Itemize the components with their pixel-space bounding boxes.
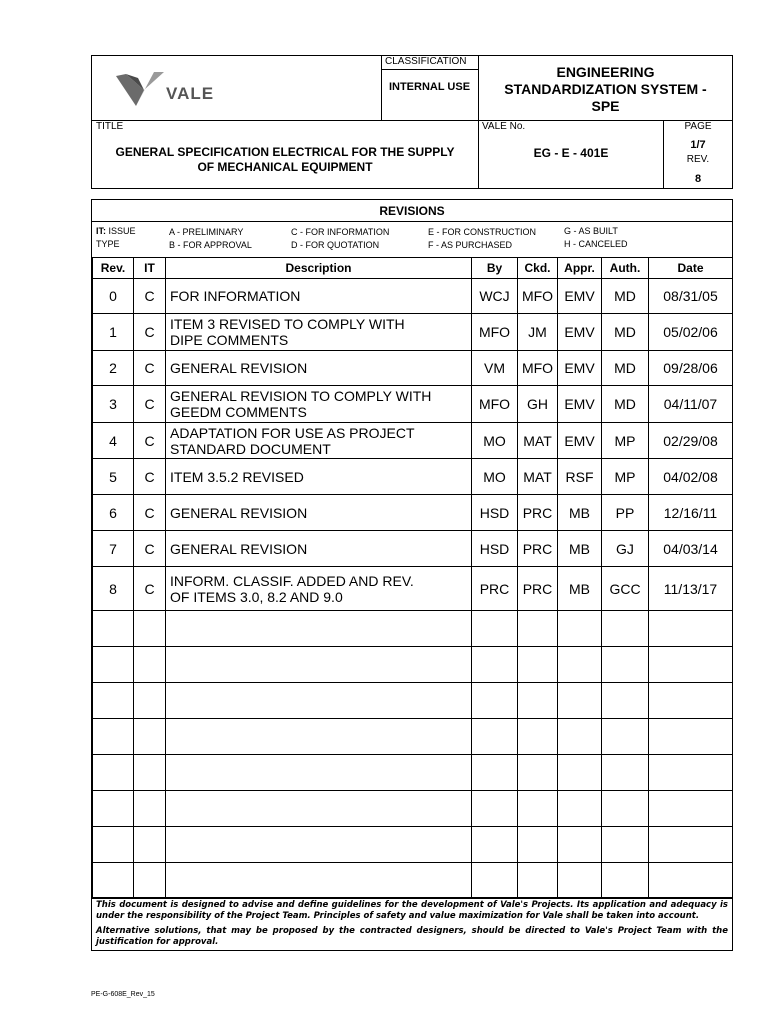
rev-value: 8 xyxy=(694,173,702,185)
cell-it: C xyxy=(134,351,166,386)
table-row-empty xyxy=(93,791,733,827)
cell-by: HSD xyxy=(472,495,518,531)
col-header-ckd: Ckd. xyxy=(518,258,558,279)
legend-d: D - FOR QUOTATION xyxy=(291,240,380,250)
cell-empty xyxy=(649,863,733,899)
cell-empty xyxy=(134,827,166,863)
cell-it: C xyxy=(134,279,166,314)
cell-rev: 1 xyxy=(93,314,134,351)
cell-empty xyxy=(649,791,733,827)
cell-empty xyxy=(472,791,518,827)
cell-by: WCJ xyxy=(472,279,518,314)
cell-rev: 4 xyxy=(93,423,134,459)
cell-by: VM xyxy=(472,351,518,386)
cell-empty xyxy=(518,755,558,791)
cell-empty xyxy=(134,755,166,791)
cell-empty xyxy=(558,827,602,863)
cell-description xyxy=(166,495,472,531)
cell-empty xyxy=(166,611,472,647)
cell-it: C xyxy=(134,531,166,567)
cell-appr: EMV xyxy=(558,279,602,314)
cell-empty xyxy=(166,791,472,827)
cell-appr: EMV xyxy=(558,314,602,351)
cell-description-line1: FOR INFORMATION xyxy=(170,288,301,304)
cell-rev: 3 xyxy=(93,386,134,423)
cell-empty xyxy=(166,755,472,791)
cell-appr: EMV xyxy=(558,386,602,423)
cell-date: 04/11/07 xyxy=(649,386,733,423)
legend-b: B - FOR APPROVAL xyxy=(169,240,252,250)
cell-empty xyxy=(93,611,134,647)
cell-description xyxy=(166,386,472,423)
cell-appr: MB xyxy=(558,495,602,531)
cell-empty xyxy=(558,791,602,827)
cell-empty xyxy=(602,863,649,899)
cell-ckd: GH xyxy=(518,386,558,423)
vale-no-label: VALE No. xyxy=(482,121,526,132)
cell-empty xyxy=(134,863,166,899)
cell-empty xyxy=(649,683,733,719)
cell-auth: MP xyxy=(602,423,649,459)
legend-issue-label: ISSUE xyxy=(108,226,136,236)
cell-empty xyxy=(558,755,602,791)
col-header-it: IT xyxy=(134,258,166,279)
cell-ckd: MFO xyxy=(518,351,558,386)
cell-by: HSD xyxy=(472,531,518,567)
cell-empty xyxy=(93,791,134,827)
cell-date: 09/28/06 xyxy=(649,351,733,386)
cell-empty xyxy=(558,611,602,647)
cell-description xyxy=(166,314,472,351)
cell-appr: EMV xyxy=(558,351,602,386)
cell-by: PRC xyxy=(472,567,518,611)
cell-description-line2: GEEDM COMMENTS xyxy=(170,404,307,420)
col-header-auth: Auth. xyxy=(602,258,649,279)
cell-it: C xyxy=(134,423,166,459)
cell-description-line1: GENERAL REVISION xyxy=(170,360,308,376)
cell-rev: 8 xyxy=(93,567,134,611)
cell-empty xyxy=(518,647,558,683)
cell-auth: MD xyxy=(602,279,649,314)
cell-ckd: MFO xyxy=(518,279,558,314)
disclaimer-line1: This document is designed to advise and define guidelines for the development of Vale's Projects. Its application and adequacy is under the responsibility of the Project Team. Principles of safety and value maximization for Vale shall be taken into account. xyxy=(96,900,728,921)
cell-date: 04/02/08 xyxy=(649,459,733,495)
cell-empty xyxy=(166,719,472,755)
cell-ckd: MAT xyxy=(518,459,558,495)
table-row xyxy=(93,567,733,611)
cell-empty xyxy=(472,863,518,899)
cell-empty xyxy=(93,863,134,899)
revisions-heading: REVISIONS xyxy=(379,204,445,218)
cell-description-line1: GENERAL REVISION xyxy=(170,504,308,521)
cell-empty xyxy=(166,863,472,899)
cell-empty xyxy=(93,719,134,755)
table-row-empty xyxy=(93,755,733,791)
cell-empty xyxy=(93,827,134,863)
cell-rev: 7 xyxy=(93,531,134,567)
revisions-table xyxy=(92,257,733,899)
cell-it: C xyxy=(134,386,166,423)
cell-date: 12/16/11 xyxy=(649,495,733,531)
cell-empty xyxy=(134,719,166,755)
table-row xyxy=(93,531,733,567)
cell-description-line1: ITEM 3.5.2 REVISED xyxy=(170,468,304,485)
table-row xyxy=(93,351,733,386)
cell-empty xyxy=(93,647,134,683)
table-row xyxy=(93,459,733,495)
classification-value: INTERNAL USE xyxy=(388,81,471,93)
cell-auth: GCC xyxy=(602,567,649,611)
cell-auth: MD xyxy=(602,386,649,423)
cell-empty xyxy=(602,719,649,755)
cell-empty xyxy=(472,683,518,719)
cell-empty xyxy=(472,827,518,863)
cell-ckd: JM xyxy=(518,314,558,351)
cell-empty xyxy=(93,755,134,791)
disclaimer-line2: Alternative solutions, that may be proposed by the contracted designers, should be directed to Vale's Project Team with the justification for approval. xyxy=(96,926,728,947)
cell-empty xyxy=(166,827,472,863)
legend-f: F - AS PURCHASED xyxy=(428,240,513,250)
cell-rev: 0 xyxy=(93,279,134,314)
cell-appr: EMV xyxy=(558,423,602,459)
document-title-line2: OF MECHANICAL EQUIPMENT xyxy=(197,160,373,174)
system-title xyxy=(479,64,732,115)
cell-ckd: PRC xyxy=(518,495,558,531)
table-row-empty xyxy=(93,827,733,863)
col-header-description: Description xyxy=(166,258,472,279)
cell-date: 08/31/05 xyxy=(649,279,733,314)
cell-empty xyxy=(134,791,166,827)
cell-appr: RSF xyxy=(558,459,602,495)
cell-empty xyxy=(518,719,558,755)
table-row xyxy=(93,279,733,314)
cell-empty xyxy=(166,647,472,683)
table-row-empty xyxy=(93,719,733,755)
legend-a: A - PRELIMINARY xyxy=(169,227,244,237)
cell-empty xyxy=(558,683,602,719)
col-header-date: Date xyxy=(649,258,733,279)
cell-date: 02/29/08 xyxy=(649,423,733,459)
cell-empty xyxy=(649,755,733,791)
cell-description xyxy=(166,351,472,386)
revisions-legend xyxy=(92,222,732,257)
cell-empty xyxy=(472,755,518,791)
cell-description-line1: ITEM 3 REVISED TO COMPLY WITH xyxy=(170,316,405,332)
cell-empty xyxy=(649,611,733,647)
legend-c: C - FOR INFORMATION xyxy=(291,227,390,237)
legend-it-label: IT: xyxy=(96,226,106,236)
title-label: TITLE xyxy=(96,121,124,132)
cell-description xyxy=(166,423,472,459)
page-value: 1/7 xyxy=(690,139,706,151)
cell-empty xyxy=(602,683,649,719)
cell-description xyxy=(166,279,472,314)
cell-ckd: PRC xyxy=(518,567,558,611)
cell-empty xyxy=(134,647,166,683)
rev-label: REV. xyxy=(686,154,710,165)
cell-empty xyxy=(602,791,649,827)
cell-rev: 2 xyxy=(93,351,134,386)
table-row xyxy=(93,495,733,531)
col-header-rev: Rev. xyxy=(93,258,134,279)
cell-description-line1: ADAPTATION FOR USE AS PROJECT xyxy=(170,424,415,441)
document-header xyxy=(91,55,733,189)
cell-empty xyxy=(472,719,518,755)
document-title xyxy=(92,145,478,175)
classification-label: CLASSIFICATION xyxy=(385,56,467,67)
cell-description xyxy=(166,531,472,567)
cell-rev: 6 xyxy=(93,495,134,531)
cell-description xyxy=(166,459,472,495)
cell-auth: GJ xyxy=(602,531,649,567)
table-row-empty xyxy=(93,863,733,899)
cell-empty xyxy=(518,791,558,827)
document-title-line1: GENERAL SPECIFICATION ELECTRICAL FOR THE SUPPLY xyxy=(115,145,455,159)
cell-auth: MP xyxy=(602,459,649,495)
cell-description-line2: DIPE COMMENTS xyxy=(170,332,289,348)
legend-type-label: TYPE xyxy=(96,239,120,249)
cell-empty xyxy=(518,863,558,899)
revisions-section xyxy=(91,199,733,951)
cell-description-line1: INFORM. CLASSIF. ADDED AND REV. xyxy=(170,572,414,589)
cell-empty xyxy=(602,827,649,863)
cell-empty xyxy=(649,827,733,863)
cell-description-line2: STANDARD DOCUMENT xyxy=(170,440,331,457)
cell-it: C xyxy=(134,314,166,351)
disclaimer-note xyxy=(92,897,732,950)
cell-it: C xyxy=(134,567,166,611)
table-row xyxy=(93,423,733,459)
legend-e: E - FOR CONSTRUCTION xyxy=(428,227,536,237)
cell-empty xyxy=(518,683,558,719)
system-title-line2: STANDARDIZATION SYSTEM - xyxy=(504,81,707,97)
cell-auth: MD xyxy=(602,351,649,386)
table-header-row xyxy=(93,258,733,279)
col-header-appr: Appr. xyxy=(558,258,602,279)
cell-description-line1: GENERAL REVISION TO COMPLY WITH xyxy=(170,388,432,404)
cell-date: 04/03/14 xyxy=(649,531,733,567)
legend-g: G - AS BUILT xyxy=(564,226,618,236)
cell-empty xyxy=(602,647,649,683)
cell-empty xyxy=(649,719,733,755)
cell-by: MO xyxy=(472,459,518,495)
legend-h: H - CANCELED xyxy=(564,239,628,249)
cell-empty xyxy=(134,683,166,719)
vale-logo-text: VALE xyxy=(166,84,215,103)
table-row-empty xyxy=(93,647,733,683)
cell-it: C xyxy=(134,495,166,531)
cell-empty xyxy=(558,647,602,683)
cell-empty xyxy=(518,611,558,647)
cell-empty xyxy=(93,683,134,719)
cell-appr: MB xyxy=(558,567,602,611)
vale-no-value: EG - E - 401E xyxy=(533,146,609,160)
cell-appr: MB xyxy=(558,531,602,567)
cell-description-line2: OF ITEMS 3.0, 8.2 AND 9.0 xyxy=(170,588,343,605)
cell-empty xyxy=(602,755,649,791)
cell-by: MFO xyxy=(472,386,518,423)
cell-by: MFO xyxy=(472,314,518,351)
cell-description-line1: GENERAL REVISION xyxy=(170,540,308,557)
cell-by: MO xyxy=(472,423,518,459)
table-row-empty xyxy=(93,683,733,719)
cell-empty xyxy=(518,827,558,863)
cell-empty xyxy=(649,647,733,683)
cell-empty xyxy=(602,611,649,647)
cell-ckd: MAT xyxy=(518,423,558,459)
table-row xyxy=(93,314,733,351)
cell-empty xyxy=(472,647,518,683)
cell-auth: PP xyxy=(602,495,649,531)
cell-auth: MD xyxy=(602,314,649,351)
cell-date: 11/13/17 xyxy=(649,567,733,611)
form-code: PE-G-608E_Rev_15 xyxy=(91,991,155,998)
system-title-line3: SPE xyxy=(591,98,620,114)
table-row xyxy=(93,386,733,423)
page-label: PAGE xyxy=(684,121,712,132)
vale-logo xyxy=(114,68,254,110)
cell-ckd: PRC xyxy=(518,531,558,567)
cell-empty xyxy=(558,863,602,899)
cell-empty xyxy=(134,611,166,647)
col-header-by: By xyxy=(472,258,518,279)
cell-empty xyxy=(472,611,518,647)
cell-it: C xyxy=(134,459,166,495)
cell-rev: 5 xyxy=(93,459,134,495)
table-row-empty xyxy=(93,611,733,647)
cell-empty xyxy=(166,683,472,719)
cell-date: 05/02/06 xyxy=(649,314,733,351)
system-title-line1: ENGINEERING xyxy=(556,64,655,80)
cell-description xyxy=(166,567,472,611)
cell-empty xyxy=(558,719,602,755)
